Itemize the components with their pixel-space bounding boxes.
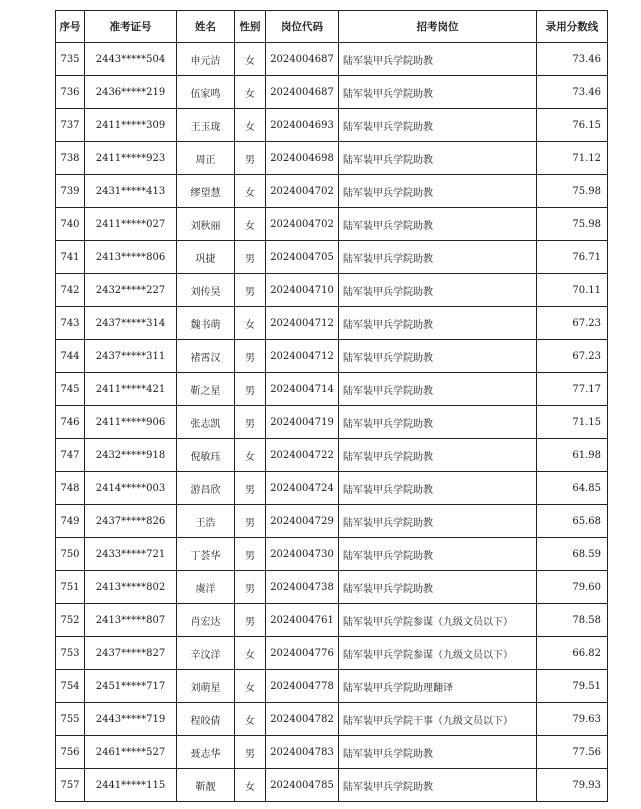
cell-post: 陆军装甲兵学院助教 bbox=[339, 76, 537, 109]
cell-name: 刘萌星 bbox=[177, 670, 235, 703]
cell-score: 71.15 bbox=[537, 406, 608, 439]
cell-name: 巩捷 bbox=[177, 241, 235, 274]
table-row bbox=[56, 505, 608, 538]
cell-gender: 男 bbox=[235, 142, 266, 175]
table-row bbox=[56, 571, 608, 604]
cell-post: 陆军装甲兵学院助教 bbox=[339, 505, 537, 538]
cell-post: 陆军装甲兵学院助教 bbox=[339, 736, 537, 769]
cell-score: 70.11 bbox=[537, 274, 608, 307]
cell-post-code: 2024004712 bbox=[266, 340, 339, 373]
table-row bbox=[56, 307, 608, 340]
table-header-row bbox=[56, 11, 608, 43]
table-row bbox=[56, 769, 608, 802]
cell-exam-id: 2433*****721 bbox=[85, 538, 177, 571]
cell-exam-id: 2436*****219 bbox=[85, 76, 177, 109]
cell-name: 程皎倩 bbox=[177, 703, 235, 736]
cell-score: 77.17 bbox=[537, 373, 608, 406]
cell-exam-id: 2441*****115 bbox=[85, 769, 177, 802]
cell-gender: 女 bbox=[235, 109, 266, 142]
cell-name: 辛汶洋 bbox=[177, 637, 235, 670]
table-row bbox=[56, 109, 608, 142]
cell-seq: 757 bbox=[56, 769, 85, 802]
cell-post-code: 2024004778 bbox=[266, 670, 339, 703]
cell-exam-id: 2413*****802 bbox=[85, 571, 177, 604]
cell-exam-id: 2461*****527 bbox=[85, 736, 177, 769]
cell-gender: 男 bbox=[235, 406, 266, 439]
cell-name: 伍家鸣 bbox=[177, 76, 235, 109]
cell-gender: 女 bbox=[235, 769, 266, 802]
cell-exam-id: 2411*****906 bbox=[85, 406, 177, 439]
cell-exam-id: 2431*****413 bbox=[85, 175, 177, 208]
cell-post: 陆军装甲兵学院参谋（九级文员以下） bbox=[339, 604, 537, 637]
cell-seq: 748 bbox=[56, 472, 85, 505]
score-table-sheet bbox=[55, 10, 608, 802]
cell-seq: 743 bbox=[56, 307, 85, 340]
cell-post-code: 2024004783 bbox=[266, 736, 339, 769]
cell-gender: 男 bbox=[235, 274, 266, 307]
cell-post-code: 2024004730 bbox=[266, 538, 339, 571]
cell-name: 王玉珑 bbox=[177, 109, 235, 142]
cell-name: 魏书萌 bbox=[177, 307, 235, 340]
cell-name: 靳靓 bbox=[177, 769, 235, 802]
cell-post: 陆军装甲兵学院助教 bbox=[339, 373, 537, 406]
cell-name: 倪敏珏 bbox=[177, 439, 235, 472]
table-row bbox=[56, 736, 608, 769]
table-row bbox=[56, 373, 608, 406]
cell-exam-id: 2437*****826 bbox=[85, 505, 177, 538]
cell-score: 78.58 bbox=[537, 604, 608, 637]
cell-seq: 754 bbox=[56, 670, 85, 703]
cell-score: 79.60 bbox=[537, 571, 608, 604]
cell-post-code: 2024004687 bbox=[266, 76, 339, 109]
cell-gender: 女 bbox=[235, 439, 266, 472]
cell-gender: 男 bbox=[235, 736, 266, 769]
cell-post-code: 2024004738 bbox=[266, 571, 339, 604]
cell-post-code: 2024004702 bbox=[266, 175, 339, 208]
cell-score: 66.82 bbox=[537, 637, 608, 670]
cell-exam-id: 2411*****027 bbox=[85, 208, 177, 241]
table-body bbox=[56, 43, 608, 802]
table-row bbox=[56, 472, 608, 505]
cell-post-code: 2024004776 bbox=[266, 637, 339, 670]
cell-score: 64.85 bbox=[537, 472, 608, 505]
cell-seq: 735 bbox=[56, 43, 85, 76]
cell-gender: 女 bbox=[235, 43, 266, 76]
header-post: 招考岗位 bbox=[339, 11, 537, 43]
cell-name: 聂志华 bbox=[177, 736, 235, 769]
table-row bbox=[56, 142, 608, 175]
table-row bbox=[56, 703, 608, 736]
cell-gender: 男 bbox=[235, 571, 266, 604]
cell-name: 虞洋 bbox=[177, 571, 235, 604]
cell-name: 周正 bbox=[177, 142, 235, 175]
cell-post: 陆军装甲兵学院助教 bbox=[339, 175, 537, 208]
cell-score: 75.98 bbox=[537, 175, 608, 208]
cell-gender: 女 bbox=[235, 76, 266, 109]
cell-post-code: 2024004724 bbox=[266, 472, 339, 505]
cell-post-code: 2024004705 bbox=[266, 241, 339, 274]
cell-seq: 753 bbox=[56, 637, 85, 670]
cell-name: 靳之星 bbox=[177, 373, 235, 406]
cell-post: 陆军装甲兵学院助教 bbox=[339, 307, 537, 340]
cell-name: 肖宏达 bbox=[177, 604, 235, 637]
cell-gender: 男 bbox=[235, 241, 266, 274]
cell-post-code: 2024004702 bbox=[266, 208, 339, 241]
cell-exam-id: 2443*****504 bbox=[85, 43, 177, 76]
cell-gender: 女 bbox=[235, 670, 266, 703]
cell-score: 73.46 bbox=[537, 76, 608, 109]
header-exam-id: 准考证号 bbox=[85, 11, 177, 43]
table-row bbox=[56, 637, 608, 670]
cell-gender: 男 bbox=[235, 505, 266, 538]
cell-score: 76.15 bbox=[537, 109, 608, 142]
cell-score: 67.23 bbox=[537, 340, 608, 373]
cell-seq: 751 bbox=[56, 571, 85, 604]
cell-gender: 女 bbox=[235, 175, 266, 208]
cell-post: 陆军装甲兵学院助教 bbox=[339, 439, 537, 472]
header-seq: 序号 bbox=[56, 11, 85, 43]
cell-exam-id: 2443*****719 bbox=[85, 703, 177, 736]
cell-seq: 745 bbox=[56, 373, 85, 406]
cell-score: 79.93 bbox=[537, 769, 608, 802]
cell-name: 刘传昊 bbox=[177, 274, 235, 307]
cell-seq: 739 bbox=[56, 175, 85, 208]
cell-seq: 755 bbox=[56, 703, 85, 736]
cell-post: 陆军装甲兵学院助教 bbox=[339, 538, 537, 571]
cell-exam-id: 2413*****806 bbox=[85, 241, 177, 274]
cell-exam-id: 2411*****421 bbox=[85, 373, 177, 406]
cell-post-code: 2024004698 bbox=[266, 142, 339, 175]
table-row bbox=[56, 208, 608, 241]
table-row bbox=[56, 274, 608, 307]
cell-name: 申元洁 bbox=[177, 43, 235, 76]
cell-seq: 736 bbox=[56, 76, 85, 109]
cell-gender: 男 bbox=[235, 538, 266, 571]
cell-exam-id: 2437*****311 bbox=[85, 340, 177, 373]
cell-gender: 女 bbox=[235, 703, 266, 736]
cell-post-code: 2024004761 bbox=[266, 604, 339, 637]
cell-gender: 男 bbox=[235, 472, 266, 505]
cell-exam-id: 2414*****003 bbox=[85, 472, 177, 505]
cell-name: 丁荟华 bbox=[177, 538, 235, 571]
cell-post-code: 2024004785 bbox=[266, 769, 339, 802]
cell-seq: 740 bbox=[56, 208, 85, 241]
header-post-code: 岗位代码 bbox=[266, 11, 339, 43]
cell-post-code: 2024004722 bbox=[266, 439, 339, 472]
cell-post: 陆军装甲兵学院助教 bbox=[339, 571, 537, 604]
cell-gender: 女 bbox=[235, 208, 266, 241]
cell-post-code: 2024004729 bbox=[266, 505, 339, 538]
cell-exam-id: 2413*****807 bbox=[85, 604, 177, 637]
cell-post: 陆军装甲兵学院干事（九级文员以下） bbox=[339, 703, 537, 736]
cell-post: 陆军装甲兵学院助理翻译 bbox=[339, 670, 537, 703]
cell-exam-id: 2437*****827 bbox=[85, 637, 177, 670]
table-row bbox=[56, 340, 608, 373]
table-row bbox=[56, 241, 608, 274]
cell-post: 陆军装甲兵学院助教 bbox=[339, 472, 537, 505]
cell-post: 陆军装甲兵学院助教 bbox=[339, 406, 537, 439]
cell-name: 缪望慧 bbox=[177, 175, 235, 208]
cell-seq: 738 bbox=[56, 142, 85, 175]
cell-post-code: 2024004719 bbox=[266, 406, 339, 439]
cell-exam-id: 2411*****309 bbox=[85, 109, 177, 142]
cell-seq: 741 bbox=[56, 241, 85, 274]
cell-gender: 女 bbox=[235, 637, 266, 670]
cell-score: 77.56 bbox=[537, 736, 608, 769]
cell-score: 79.51 bbox=[537, 670, 608, 703]
header-gender: 性别 bbox=[235, 11, 266, 43]
cell-score: 68.59 bbox=[537, 538, 608, 571]
cell-seq: 744 bbox=[56, 340, 85, 373]
cell-post-code: 2024004693 bbox=[266, 109, 339, 142]
cell-name: 王浩 bbox=[177, 505, 235, 538]
cell-score: 65.68 bbox=[537, 505, 608, 538]
cell-post-code: 2024004714 bbox=[266, 373, 339, 406]
cell-post: 陆军装甲兵学院助教 bbox=[339, 769, 537, 802]
table-row bbox=[56, 604, 608, 637]
table-row bbox=[56, 538, 608, 571]
cell-post: 陆军装甲兵学院助教 bbox=[339, 142, 537, 175]
cell-seq: 746 bbox=[56, 406, 85, 439]
cell-gender: 女 bbox=[235, 307, 266, 340]
cell-post-code: 2024004710 bbox=[266, 274, 339, 307]
cell-post-code: 2024004687 bbox=[266, 43, 339, 76]
cell-name: 游昌欣 bbox=[177, 472, 235, 505]
cell-score: 73.46 bbox=[537, 43, 608, 76]
cell-gender: 男 bbox=[235, 373, 266, 406]
cell-post: 陆军装甲兵学院助教 bbox=[339, 241, 537, 274]
score-table bbox=[55, 10, 608, 802]
cell-seq: 749 bbox=[56, 505, 85, 538]
cell-post: 陆军装甲兵学院助教 bbox=[339, 340, 537, 373]
cell-post: 陆军装甲兵学院助教 bbox=[339, 208, 537, 241]
cell-seq: 756 bbox=[56, 736, 85, 769]
cell-exam-id: 2432*****227 bbox=[85, 274, 177, 307]
cell-exam-id: 2432*****918 bbox=[85, 439, 177, 472]
table-row bbox=[56, 670, 608, 703]
cell-exam-id: 2451*****717 bbox=[85, 670, 177, 703]
cell-post: 陆军装甲兵学院参谋（九级文员以下） bbox=[339, 637, 537, 670]
cell-name: 张志凯 bbox=[177, 406, 235, 439]
cell-score: 67.23 bbox=[537, 307, 608, 340]
cell-seq: 752 bbox=[56, 604, 85, 637]
cell-score: 71.12 bbox=[537, 142, 608, 175]
cell-seq: 737 bbox=[56, 109, 85, 142]
cell-seq: 750 bbox=[56, 538, 85, 571]
cell-gender: 男 bbox=[235, 604, 266, 637]
cell-post: 陆军装甲兵学院助教 bbox=[339, 43, 537, 76]
table-row bbox=[56, 406, 608, 439]
header-score: 录用分数线 bbox=[537, 11, 608, 43]
table-row bbox=[56, 43, 608, 76]
cell-gender: 男 bbox=[235, 340, 266, 373]
cell-score: 76.71 bbox=[537, 241, 608, 274]
cell-score: 61.98 bbox=[537, 439, 608, 472]
cell-score: 79.63 bbox=[537, 703, 608, 736]
cell-post-code: 2024004712 bbox=[266, 307, 339, 340]
cell-name: 刘秋丽 bbox=[177, 208, 235, 241]
cell-score: 75.98 bbox=[537, 208, 608, 241]
cell-post: 陆军装甲兵学院助教 bbox=[339, 274, 537, 307]
header-name: 姓名 bbox=[177, 11, 235, 43]
table-row bbox=[56, 76, 608, 109]
cell-seq: 747 bbox=[56, 439, 85, 472]
cell-exam-id: 2411*****923 bbox=[85, 142, 177, 175]
cell-name: 褚霄汉 bbox=[177, 340, 235, 373]
table-row bbox=[56, 175, 608, 208]
cell-exam-id: 2437*****314 bbox=[85, 307, 177, 340]
cell-post: 陆军装甲兵学院助教 bbox=[339, 109, 537, 142]
cell-seq: 742 bbox=[56, 274, 85, 307]
table-row bbox=[56, 439, 608, 472]
cell-post-code: 2024004782 bbox=[266, 703, 339, 736]
